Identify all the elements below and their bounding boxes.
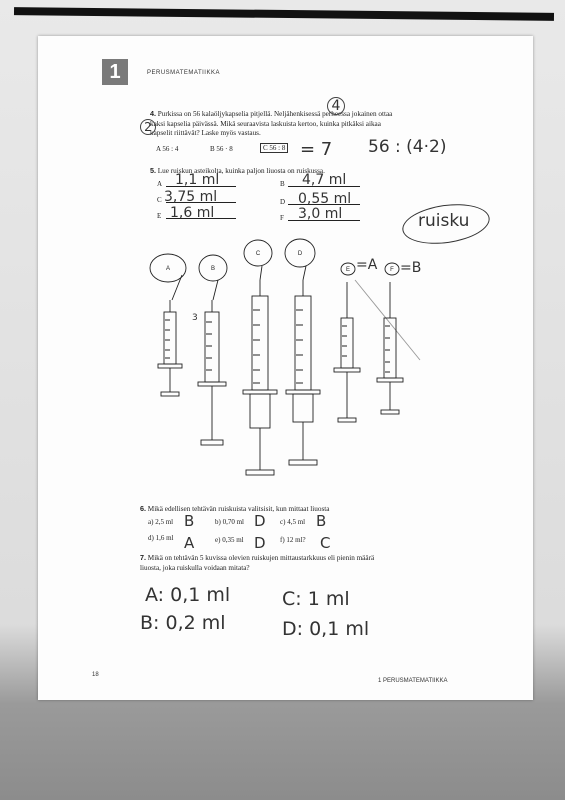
answer-b: 4,7 ml bbox=[302, 172, 347, 188]
answer-f: 3,0 ml bbox=[298, 206, 343, 222]
q7-answer-b: B: 0,2 ml bbox=[140, 612, 226, 634]
question-number: 4. bbox=[150, 109, 156, 118]
q7-answer-c: C: 1 ml bbox=[282, 588, 350, 610]
chapter-marker: 1 bbox=[102, 59, 128, 85]
answer-label-b: B bbox=[280, 180, 285, 188]
answer-d: 0,55 ml bbox=[298, 191, 352, 207]
circled-answer: C 56 : 8 bbox=[260, 143, 288, 153]
pointer-line bbox=[172, 266, 306, 300]
option-b: B 56 · 8 bbox=[210, 145, 233, 153]
q6-answer-e: D bbox=[254, 534, 266, 552]
answer-label-e: E bbox=[157, 212, 162, 220]
footer-label: 1 PERUSMATEMATIIKKA bbox=[378, 678, 448, 684]
q6-answer-c: B bbox=[316, 512, 327, 530]
question-text-line: Mikä on tehtävän 5 kuvissa olevien ruiskujen mittaustarkkuus eli pienin määrä bbox=[147, 554, 375, 562]
handwritten-calculation: 56 : (4·2) bbox=[368, 137, 447, 157]
handwritten-side-mark: 3 bbox=[192, 313, 198, 323]
syringe-tag-f: F bbox=[390, 267, 394, 273]
q6-answer-a: B bbox=[184, 512, 195, 530]
question-text-line: kaksi kapselia päivässä. Mikä seuraavista laskuista kertoo, kuinka pitkäksi aikaa bbox=[150, 119, 381, 128]
answer-label-c: C bbox=[157, 196, 162, 204]
q6-item-f: f) 12 ml? bbox=[280, 536, 306, 544]
syringe-c bbox=[243, 280, 277, 475]
q6-item-c: c) 4,5 ml bbox=[280, 518, 306, 526]
question-number: 5. bbox=[150, 166, 156, 175]
question-number: 6. bbox=[140, 504, 146, 513]
handwritten-word: ruisku bbox=[418, 211, 470, 231]
page-number: 18 bbox=[92, 672, 99, 678]
answer-label-f: F bbox=[280, 214, 284, 222]
answer-c: 3,75 ml bbox=[164, 189, 218, 205]
question-number: 7. bbox=[140, 553, 146, 562]
q6-item-d: d) 1,6 ml bbox=[148, 534, 174, 542]
syringe-d bbox=[286, 280, 320, 465]
question-text-line: Purkissa on 56 kalaöljykapselia pitjellä. Neljähenkisessä perheessa jokainen ottaa bbox=[157, 110, 393, 118]
option-a: A 56 : 4 bbox=[156, 145, 179, 153]
handwritten-result: = 7 bbox=[300, 139, 333, 160]
question-text: Mikä edellisen tehtävän ruiskuista valitsisit, kun mittaat liuosta bbox=[147, 505, 330, 513]
answer-label-d: D bbox=[280, 198, 286, 206]
syringe-b bbox=[198, 300, 226, 445]
syringe-f bbox=[377, 282, 403, 414]
question-7 bbox=[140, 553, 374, 573]
answer-label-a: A bbox=[157, 180, 163, 188]
question-text-line: kapselit riittävät? Laske myös vastaus. bbox=[150, 129, 261, 137]
syringe-tag-d: D bbox=[297, 251, 303, 257]
syringe-tag-a: A bbox=[165, 266, 171, 272]
section-header: PERUSMATEMATIIKKA bbox=[147, 70, 220, 76]
syringe-tag-e: E bbox=[345, 267, 351, 273]
syringe-a bbox=[158, 300, 182, 396]
q7-answer-d: D: 0,1 ml bbox=[282, 618, 370, 640]
pencil-line bbox=[355, 280, 420, 360]
q6-item-a: a) 2,5 ml bbox=[148, 518, 174, 526]
handwritten-two: 2 bbox=[140, 119, 156, 135]
question-6 bbox=[140, 504, 329, 515]
syringe-tag-c: C bbox=[255, 251, 261, 257]
q6-answer-f: C bbox=[320, 534, 331, 552]
handwritten-four: 4 bbox=[327, 97, 345, 115]
q7-answer-a: A: 0,1 ml bbox=[145, 584, 231, 606]
answer-a: 1,1 ml bbox=[175, 172, 220, 188]
q6-item-e: e) 0,35 ml bbox=[215, 536, 244, 544]
handwritten-tag-eq-b: =B bbox=[400, 260, 422, 276]
q6-answer-d: A bbox=[184, 534, 195, 552]
q6-item-b: b) 0,70 ml bbox=[215, 518, 244, 526]
syringe-e bbox=[334, 282, 360, 422]
question-text-line: liuosta, joka ruiskulla voidaan mitata? bbox=[140, 563, 250, 572]
q6-answer-b: D bbox=[254, 512, 266, 530]
handwritten-tag-eq-a: =A bbox=[356, 257, 378, 273]
question-text: Lue ruiskun asteikolta, kuinka paljon liuosta on ruiskussa. bbox=[157, 167, 325, 175]
answer-e: 1,6 ml bbox=[170, 205, 215, 221]
syringe-tag-b: B bbox=[210, 266, 216, 272]
